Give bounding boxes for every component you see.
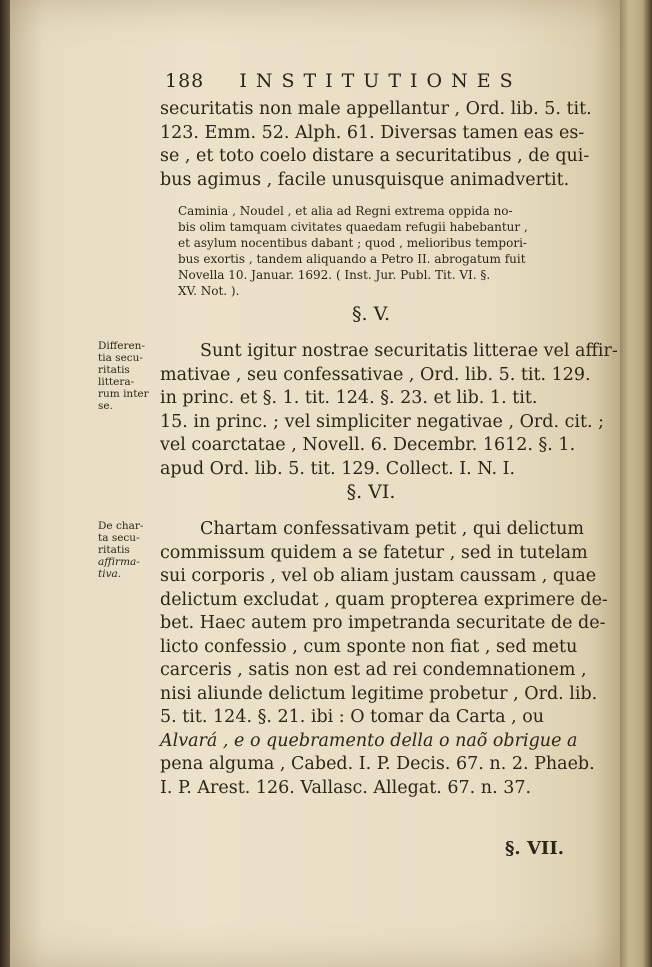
catchword: §. VII. xyxy=(505,838,565,859)
text-line: pena alguma , Cabed. I. P. Decis. 67. n. 2. Phaeb. xyxy=(160,754,595,774)
text-line: securitatis non male appellantur , Ord. lib. 5. tit. xyxy=(160,99,592,119)
intro-paragraph xyxy=(160,98,590,192)
text-line: Chartam confessativam petit , qui delictum xyxy=(200,519,585,539)
section-heading-vi: §. VI. xyxy=(346,481,396,503)
note-line: et asylum nocentibus dabant ; quod , melioribus tempori- xyxy=(178,236,527,250)
footnote xyxy=(178,203,588,299)
text-line: delictum excludat , quam propterea exprimere de- xyxy=(160,589,608,610)
text-line: apud Ord. lib. 5. tit. 129. Collect. I. N. I. xyxy=(160,458,516,479)
note-line: XV. Not. ). xyxy=(178,284,240,298)
text-line: mativae , seu confessativae , Ord. lib. 5. tit. 129. xyxy=(160,364,591,385)
text-line: nisi aliunde delictum legitime probetur , Ord. lib. xyxy=(160,683,598,704)
page-number: 188 xyxy=(165,70,205,92)
text-line: bus agimus , facile unusquisque animadvertit. xyxy=(160,169,570,190)
note-line: bis olim tamquam civitates quaedam refugii habebantur , xyxy=(178,220,528,234)
text-line: Sunt igitur nostrae securitatis litterae vel affir- xyxy=(200,341,618,361)
section-vi-paragraph xyxy=(160,518,608,800)
note-line: Caminia , Noudel , et alia ad Regni extrema oppida no- xyxy=(178,204,513,218)
text-line: 123. Emm. 52. Alph. 61. Diversas tamen eas es- xyxy=(160,122,585,143)
text-line: licto confessio , cum sponte non fiat , sed metu xyxy=(160,636,578,657)
running-header xyxy=(165,70,585,92)
text-line: commissum quidem a se fatetur , sed in tutelam xyxy=(160,542,588,563)
text-line: 5. tit. 124. §. 21. ibi : O tomar da Carta , ou xyxy=(160,707,545,727)
text-line: in princ. et §. 1. tit. 124. §. 23. et lib. 1. tit. xyxy=(160,388,538,408)
running-head: INSTITUTIONES xyxy=(239,70,522,92)
text-line: I. P. Arest. 126. Vallasc. Allegat. 67. n. 37. xyxy=(160,777,532,798)
section-heading-v: §. V. xyxy=(351,303,391,325)
note-line: Novella 10. Januar. 1692. ( Inst. Jur. Publ. Tit. VI. §. xyxy=(178,268,491,282)
text-line: 15. in princ. ; vel simpliciter negativae , Ord. cit. ; xyxy=(160,411,605,432)
text-line: vel coarctatae , Novell. 6. Decembr. 1612. §. 1. xyxy=(160,435,576,455)
book-gutter xyxy=(0,0,10,967)
margin-note-v: Differen- tia secu- ritatis littera- rum inter se. xyxy=(98,340,149,412)
margin-note-vi: De char- ta secu- ritatis affirma- tiva. xyxy=(98,520,144,580)
text-line: carceris , satis non est ad rei condemnationem , xyxy=(160,660,587,680)
section-v-paragraph xyxy=(160,340,618,481)
text-line: sui corporis , vel ob aliam justam caussam , quae xyxy=(160,566,597,586)
text-line: se , et toto coelo distare a securitatibus , de qui- xyxy=(160,146,590,166)
text-line: Alvará , e o quebramento della o naõ obrigue a xyxy=(160,730,578,751)
text-line: bet. Haec autem pro impetranda securitate de de- xyxy=(160,613,606,633)
note-line: bus exortis , tandem aliquando a Petro II. abrogatum fuit xyxy=(178,252,526,266)
